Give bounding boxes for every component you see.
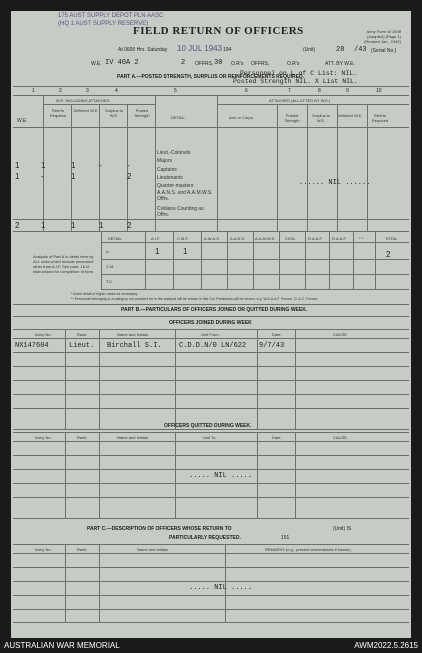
row1-val: 1 bbox=[15, 161, 20, 170]
total-val: 1 bbox=[41, 221, 46, 230]
form-number: Army Form W 3008 bbox=[366, 29, 401, 34]
row2-val: 2 bbox=[127, 172, 132, 181]
detail-col: R.A.A.F. bbox=[332, 236, 347, 241]
total-val: 2 bbox=[127, 221, 132, 230]
rank-label: Majors bbox=[157, 158, 173, 164]
quitted-col: CAUSE. bbox=[333, 435, 348, 440]
part-b-heading: PART B.—PARTICULARS OF OFFICERS JOINED OR QUITTED DURING WEEK. bbox=[121, 307, 308, 313]
total-val: 2 bbox=[15, 221, 20, 230]
row1-val: 1 bbox=[41, 161, 46, 170]
row1-val: - bbox=[99, 161, 102, 170]
row2-val: - bbox=[41, 172, 44, 181]
unit-stamp-line1: 175 AUST SUPPLY DEPOT PLN AASC bbox=[58, 13, 164, 19]
document-page bbox=[11, 11, 411, 638]
joined-name: Birchall S.I. bbox=[107, 342, 162, 350]
sub-header: Rein'ts Required bbox=[49, 108, 67, 118]
quitted-nil: ..... NIL ..... bbox=[189, 472, 253, 480]
row2-val: 1 bbox=[71, 172, 76, 181]
detail-row-label: A. bbox=[106, 249, 110, 254]
detail-col: TOTAL bbox=[385, 236, 398, 241]
row2-val: 1 bbox=[15, 172, 20, 181]
arm-corps-header: Arm or Corps. bbox=[229, 115, 254, 120]
footnote-2: ** Personnel belonging to a category not provided for in the analysis will be shown in this Col. Particulars will be shown, e.g. W.A.A.A.F. Forces, 2/. A.C. Forces. bbox=[71, 297, 318, 301]
ors-label: O.R's bbox=[231, 61, 244, 67]
we-col-header: W.E. bbox=[17, 118, 28, 124]
col-num: 6 bbox=[245, 88, 248, 94]
detail-header: DETAIL. bbox=[171, 115, 186, 120]
detail-col: C.M.F. bbox=[177, 236, 189, 241]
offrs-label: OFFRS. bbox=[195, 61, 214, 67]
part-c-col: Army No. bbox=[35, 547, 52, 552]
part-c-nil: ..... NIL ..... bbox=[189, 584, 253, 592]
joined-title: OFFICERS JOINED DURING WEEK bbox=[169, 320, 252, 326]
form-revised: (Revised Jan., 1942) bbox=[364, 39, 401, 44]
joined-date: 9/7/43 bbox=[259, 342, 285, 350]
rank-label: Lieutenants bbox=[157, 175, 183, 181]
detail-col: A.A.M.W.S. bbox=[255, 236, 276, 241]
sub-header: Rein'ts Required bbox=[371, 113, 389, 123]
col-num: 7 bbox=[288, 88, 291, 94]
ors-value: 30 bbox=[214, 59, 223, 67]
cmf-value: 1 bbox=[183, 247, 188, 256]
sub-header: Posted Strength bbox=[284, 113, 300, 123]
year-label: 194 bbox=[223, 47, 232, 53]
form-adapted: (Adapted) (Page 1) bbox=[366, 34, 401, 39]
col-num: 8 bbox=[318, 88, 321, 94]
total-value: 2 bbox=[386, 250, 391, 259]
rank-label: A.A.N.S. and A.A.M.W.S. Offrs. bbox=[157, 190, 213, 202]
serial-sep: /43 bbox=[354, 46, 367, 54]
we-value: IV 40A 2 bbox=[105, 59, 139, 67]
total-val: 1 bbox=[71, 221, 76, 230]
col-num: 9 bbox=[346, 88, 349, 94]
joined-col: Name and Initials. bbox=[117, 332, 150, 337]
rank-label: Captains bbox=[157, 167, 177, 173]
part-c-col: Name and Initials. bbox=[137, 547, 170, 552]
rank-label: Lieut.-Colonels bbox=[157, 150, 191, 156]
unit-stamp-line2: (HQ 1 AUST SUPPLY RESERVE) bbox=[58, 21, 149, 27]
we-label: W.E. bbox=[91, 61, 102, 67]
sub-header: Deficient W.E. bbox=[73, 108, 99, 113]
quitted-col: Unit To. bbox=[203, 435, 217, 440]
we-including-header: W.E. INCLUDING ATTACHED. bbox=[56, 98, 111, 103]
detail-col: R.A.A.F. bbox=[308, 236, 323, 241]
detail-col: DETAIL bbox=[108, 236, 122, 241]
part-c-year: 191 bbox=[281, 535, 290, 541]
quitted-title: OFFICERS QUITTED DURING WEEK. bbox=[164, 423, 252, 429]
unit-label: (Unit) bbox=[303, 47, 316, 53]
archive-id: AWM2022.5.2615 bbox=[354, 641, 418, 650]
col-num: 4 bbox=[115, 88, 118, 94]
rank-label: Quarter-masters bbox=[157, 183, 194, 189]
att-label: ATT. BY W.E. bbox=[325, 61, 355, 67]
serial-value: 28 bbox=[336, 46, 345, 54]
joined-unit: C.D.D.N/0 LN/622 bbox=[179, 342, 247, 350]
attached-nil: ...... NIL ...... bbox=[299, 179, 371, 187]
row1-val: 1 bbox=[71, 161, 76, 170]
aif-value: 1 bbox=[155, 247, 160, 256]
col-num: 1 bbox=[32, 88, 35, 94]
detail-row-label: T.C. bbox=[106, 279, 114, 284]
typed-overlay-2: Posted Strength NIL. X List NIL. bbox=[233, 78, 358, 85]
typed-overlay-1: Personnel on L of C List: NIL. bbox=[240, 70, 358, 77]
col-num: 2 bbox=[59, 88, 62, 94]
detail-col: A.I.F. bbox=[151, 236, 161, 241]
part-c-heading2: PARTICULARLY REQUESTED. bbox=[169, 535, 241, 541]
part-c-col: Rank. bbox=[77, 547, 88, 552]
joined-col: CAUSE. bbox=[333, 332, 348, 337]
ors2-label: O.R's bbox=[287, 61, 300, 67]
part-c-heading: PART C.—DESCRIPTION OF OFFICERS WHOSE RETURN TO bbox=[87, 526, 232, 532]
part-a-heading: PART A.—POSTED STRENGTH, SURPLUS OR REINFORCEMENTS REQUIRED. bbox=[117, 74, 304, 80]
detail-row-label: C.M. bbox=[106, 264, 115, 269]
sub-header: Posted Strength bbox=[134, 108, 150, 118]
rank-label: Civilians Counting as Offrs. bbox=[157, 206, 204, 218]
serial-label: (Serial No.) bbox=[371, 48, 397, 54]
sub-header: Deficient W.E. bbox=[337, 113, 363, 118]
part-c-col: REMARKS (e.g., present whereabouts if known). bbox=[265, 547, 352, 552]
quitted-col: Date. bbox=[272, 435, 282, 440]
date-stamp: 10 JUL 1943 bbox=[177, 44, 223, 53]
joined-col: Army No. bbox=[35, 332, 52, 337]
joined-col: Date. bbox=[272, 332, 282, 337]
footnote-1: * Insert detail of higher ranks as necessary. bbox=[71, 292, 138, 296]
offrs-value: 2 bbox=[181, 59, 186, 67]
col-num: 3 bbox=[86, 88, 89, 94]
detail-col: CIVIL. bbox=[285, 236, 297, 241]
analysis-note: Analysis of Part A in detail here by ALL units which include personnel other than A.I.F. See para. 16 of instructions for completion of form. bbox=[33, 254, 95, 274]
col-num: 10 bbox=[376, 88, 382, 94]
col-num: 5 bbox=[174, 88, 177, 94]
detail-col: * * bbox=[359, 236, 364, 241]
offrs2-label: OFFRS. bbox=[251, 61, 270, 67]
archive-label: AUSTRALIAN WAR MEMORIAL bbox=[4, 641, 120, 650]
page-title: FIELD RETURN OF OFFICERS bbox=[133, 25, 304, 37]
at-hours-label: At 0600 Hrs. Saturday bbox=[118, 47, 168, 53]
total-val: 1 bbox=[99, 221, 104, 230]
quitted-col: Army No. bbox=[35, 435, 52, 440]
joined-col: Rank. bbox=[77, 332, 88, 337]
joined-rank: Lieut. bbox=[69, 342, 95, 350]
row1-val: - bbox=[127, 161, 130, 170]
joined-army-no: NX147604 bbox=[15, 342, 49, 350]
quitted-col: Rank. bbox=[77, 435, 88, 440]
detail-col: A.W.A.S. bbox=[204, 236, 221, 241]
quitted-col: Name and Initials. bbox=[117, 435, 150, 440]
joined-col: Unit From. bbox=[201, 332, 220, 337]
detail-col: A.A.N.S. bbox=[230, 236, 246, 241]
sub-header: Surplus to W.E. bbox=[311, 113, 330, 123]
part-c-unit: (Unit) IS bbox=[333, 526, 352, 532]
attached-allotted-header: ATTACHED (ALLOTTED BY W.E.) bbox=[269, 98, 331, 103]
sub-header: Surplus to W.E. bbox=[104, 108, 123, 118]
